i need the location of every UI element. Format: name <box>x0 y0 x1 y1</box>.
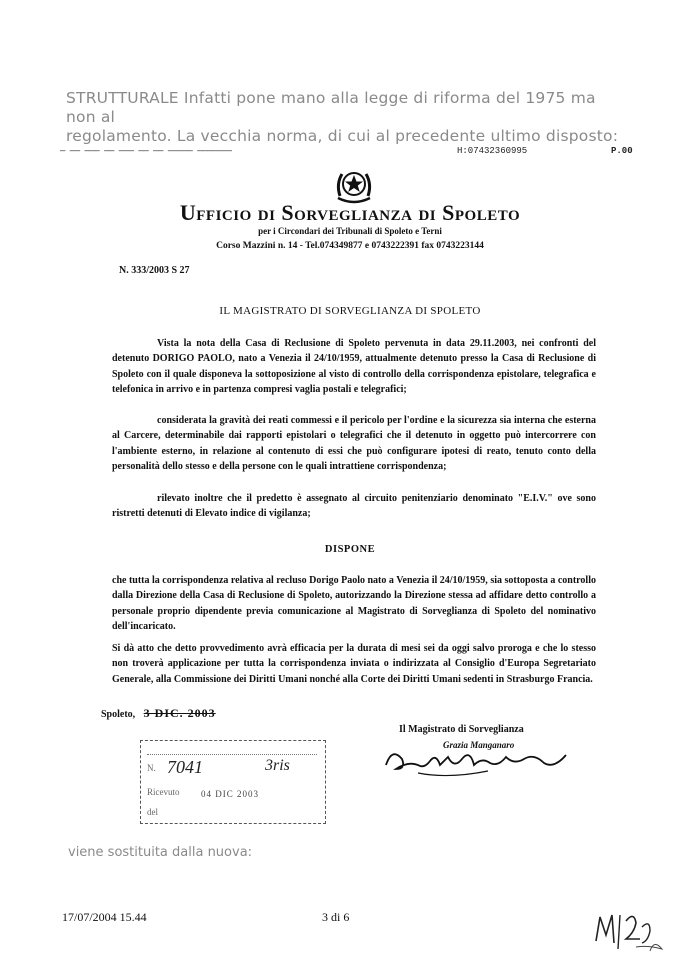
intro-text <box>66 89 626 146</box>
stamp-suffix: 3ris <box>265 757 290 774</box>
signer-title: Il Magistrato di Sorveglianza <box>399 724 524 735</box>
intro-line-2: regolamento. La vecchia norma, di cui al precedente ultimo disposto: <box>66 127 619 145</box>
paragraph-rilevato: rilevato inoltre che il predetto è assegnato al circuito penitenziario denominato "E.I.V." ove sono ristretti detenuti di Elevato indice di vigilanza; <box>112 493 596 520</box>
place-date <box>101 706 216 721</box>
signer-name: Grazia Manganaro <box>443 740 515 750</box>
handwritten-initials-icon <box>590 905 670 955</box>
fax-header-number: H:07432360995 <box>457 146 528 156</box>
paragraph-vista: Vista la nota della Casa di Reclusione di Spoleto pervenuta in data 29.11.2003, nei confronti del detenuto DORIGO PAOLO, nato a Venezia il 24/10/1959, attualmente detenuto presso la Casa di Reclusione di Spoleto con il quale disponeva la sottoposizione al visto di controllo della corrispondenza epistolare, telegrafica e telefonica in arrivo e in partenza compresi vaglia postali e telegrafici; <box>112 338 596 395</box>
stamp-del-label: del <box>147 807 158 817</box>
date-stamp: 3 DIC. 2003 <box>143 706 216 720</box>
fax-header-left: — —— ——— —— ——— —— —— ————— ——————— <box>60 146 232 156</box>
paragraph-efficacy: Si dà atto che detto provvedimento avrà efficacia per la durata di mesi sei da oggi salvo proroga e che lo stesso non troverà applicazione per tutta la corrispondenza inviata o indirizzata al Consiglio d'Europa Segretariato Generale, alla Commissione dei Diritti Umani nonché alla Corte dei Diritti Umani sedenti in Strasburgo Francia. <box>112 643 596 685</box>
paragraph-considerata: considerata la gravità dei reati commessi e il pericolo per l'ordine e la sicurezza sia interna che esterna al Carcere, determinabile dai rapporti epistolari o telegrafici che il detenuto in oggetto può intercorrere con l'ambiente esterno, in relazione al contenuto di essi che può configurare ipotesi di reato, tenuto conto della personalità dello stesso e della persone con le quali intrattiene corrispondenza; <box>112 415 596 472</box>
replacement-note: viene sostituita dalla nuova: <box>68 845 253 860</box>
handwritten-signature-icon <box>378 735 578 785</box>
stamp-received-label: Ricevuto <box>147 787 180 797</box>
office-address: Corso Mazzini n. 14 - Tel.074349877 e 0743222391 fax 0743223144 <box>216 241 484 251</box>
magistrate-heading: IL MAGISTRATO DI SORVEGLIANZA DI SPOLETO <box>219 305 481 317</box>
fax-header <box>60 146 660 160</box>
received-stamp <box>140 740 326 824</box>
republic-emblem-icon <box>332 166 376 204</box>
office-title: Ufficio di Sorveglianza di Spoleto <box>179 200 521 225</box>
footer-page-number: 3 di 6 <box>322 910 350 924</box>
paragraph-disposition: che tutta la corrispondenza relativa al recluso Dorigo Paolo nato a Venezia il 24/10/1959, sia sottoposta a controllo dalla Direzione della Casa di Reclusione di Spoleto, autorizzando la Direzione stessa ad affidare detto controllo a personale proprio dipendente previa comunicazione al Magistrato di Sorveglianza di Spoleto del nominativo dell'incaricato. <box>112 575 596 632</box>
stamp-header-line <box>147 744 317 755</box>
footer-date: 17/07/2004 15.44 <box>62 910 147 924</box>
fax-header-page: P.00 <box>611 146 633 156</box>
office-subtitle: per i Circondari dei Tribunali di Spoleto e Terni <box>258 226 442 236</box>
stamp-number: 7041 <box>167 757 203 777</box>
dispone-heading: DISPONE <box>324 544 376 555</box>
place: Spoleto, <box>101 709 136 720</box>
stamp-number-label: N. <box>147 763 156 773</box>
protocol-number: N. 333/2003 S 27 <box>119 265 190 276</box>
stamp-received-date: 04 DIC 2003 <box>201 789 259 799</box>
intro-line-1: STRUTTURALE Infatti pone mano alla legge di riforma del 1975 ma non al <box>66 89 596 126</box>
